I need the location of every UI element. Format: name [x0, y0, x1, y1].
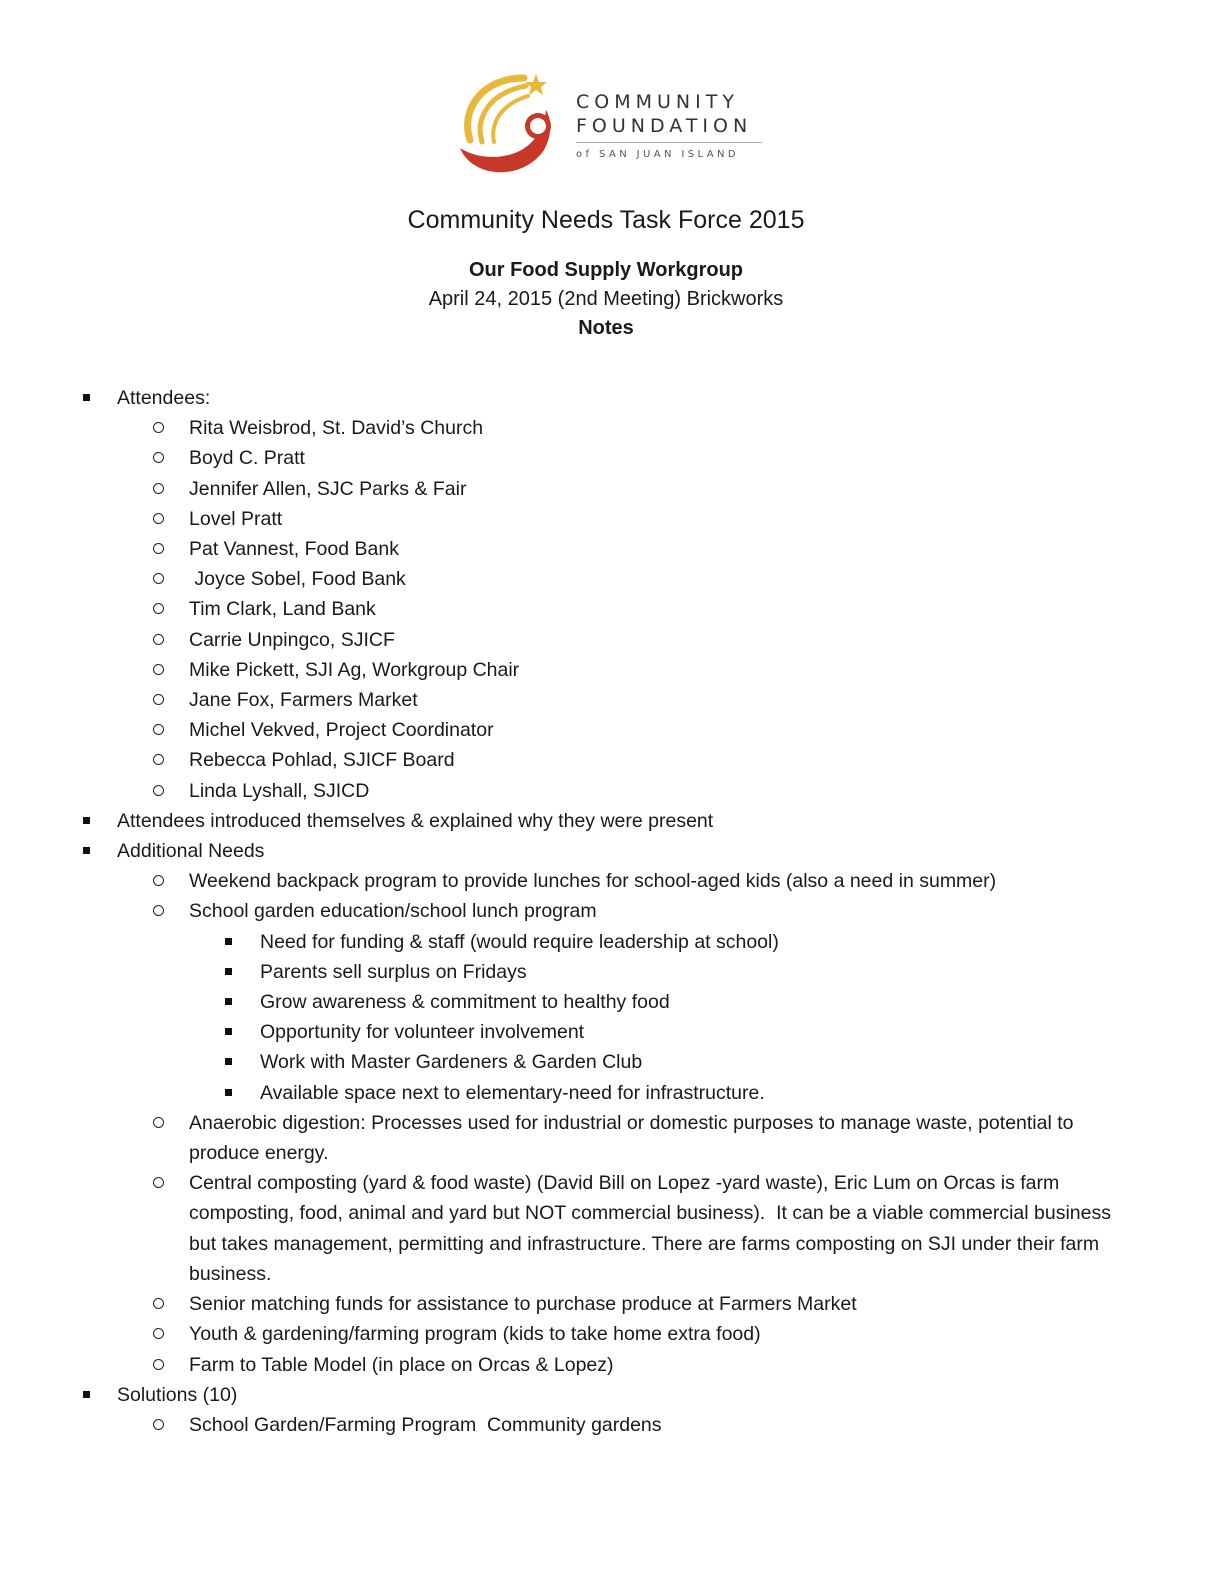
- section-additional-needs: [0, 836, 1224, 866]
- need-subitem: Parents sell surplus on Fridays: [260, 960, 527, 983]
- list-item: [0, 594, 1224, 624]
- circle-bullet-icon: [153, 1350, 164, 1380]
- square-bullet-icon: [225, 927, 232, 957]
- list-subitem: [0, 927, 1224, 957]
- circle-bullet-icon: [153, 685, 164, 715]
- square-bullet-icon: [225, 1078, 232, 1108]
- attendee-name: Tim Clark, Land Bank: [189, 598, 376, 621]
- section-solutions: [0, 1380, 1224, 1410]
- attendee-name: Rebecca Pohlad, SJICF Board: [189, 749, 455, 772]
- circle-bullet-icon: [153, 443, 164, 473]
- square-bullet-icon: [83, 383, 90, 413]
- list-item: [0, 504, 1224, 534]
- list-item: [0, 685, 1224, 715]
- section-label: Solutions (10): [117, 1383, 238, 1406]
- circle-bullet-icon: [153, 1289, 164, 1319]
- circle-bullet-icon: [153, 896, 164, 926]
- attendee-name: Carrie Unpingco, SJICF: [189, 628, 395, 651]
- need-subitem: Work with Master Gardeners & Garden Club: [260, 1051, 643, 1074]
- need-subitem: Opportunity for volunteer involvement: [260, 1021, 585, 1044]
- square-bullet-icon: [83, 1380, 90, 1410]
- list-subitem: [0, 987, 1224, 1017]
- need-subitem: Need for funding & staff (would require leadership at school): [260, 930, 779, 953]
- list-item: [0, 715, 1224, 745]
- section-label: Additional Needs: [117, 840, 265, 863]
- logo-line-foundation: FOUNDATION: [576, 115, 753, 137]
- circle-bullet-icon: [153, 1319, 164, 1349]
- attendee-name: Boyd C. Pratt: [189, 447, 305, 470]
- need-item: Anaerobic digestion: Processes used for industrial or domestic purposes to manage waste, potential to produce energy.: [189, 1111, 1074, 1165]
- circle-bullet-icon: [153, 655, 164, 685]
- attendee-name: Lovel Pratt: [189, 507, 283, 530]
- attendee-name: Jane Fox, Farmers Market: [189, 689, 418, 712]
- list-item: [0, 655, 1224, 685]
- section-attendees: [0, 383, 1224, 413]
- square-bullet-icon: [225, 987, 232, 1017]
- attendee-name: Rita Weisbrod, St. David’s Church: [189, 417, 484, 440]
- circle-bullet-icon: [153, 564, 164, 594]
- attendee-name: Joyce Sobel, Food Bank: [189, 568, 406, 591]
- logo-divider: [576, 142, 762, 143]
- list-item: [0, 776, 1224, 806]
- document-title: Community Needs Task Force 2015: [407, 206, 805, 234]
- circle-bullet-icon: [153, 866, 164, 896]
- attendee-name: Michel Vekved, Project Coordinator: [189, 719, 494, 742]
- square-bullet-icon: [83, 806, 90, 836]
- attendee-name: Pat Vannest, Food Bank: [189, 538, 399, 561]
- need-item: Weekend backpack program to provide lunches for school-aged kids (also a need in summer): [189, 870, 997, 893]
- attendee-name: Mike Pickett, SJI Ag, Workgroup Chair: [189, 658, 520, 681]
- list-item: [0, 745, 1224, 775]
- list-item: [0, 866, 1224, 896]
- need-item: School garden education/school lunch program: [189, 900, 597, 923]
- list-item: [0, 896, 1224, 926]
- square-bullet-icon: [225, 1017, 232, 1047]
- workgroup-heading: Our Food Supply Workgroup: [468, 259, 744, 281]
- circle-bullet-icon: [153, 625, 164, 655]
- list-item: [0, 1319, 1224, 1349]
- list-item: [0, 534, 1224, 564]
- circle-bullet-icon: [153, 1168, 164, 1198]
- list-item: [0, 1108, 1224, 1168]
- list-subitem: [0, 1078, 1224, 1108]
- list-item: [0, 443, 1224, 473]
- logo-line-location: of SAN JUAN ISLAND: [576, 149, 739, 160]
- list-item: [0, 413, 1224, 443]
- need-subitem: Available space next to elementary-need for infrastructure.: [260, 1081, 765, 1104]
- list-item: [0, 1168, 1224, 1289]
- logo-wordmark: [576, 90, 762, 160]
- community-foundation-logo: [452, 70, 772, 182]
- list-subitem: [0, 1017, 1224, 1047]
- list-item: [0, 625, 1224, 655]
- circle-bullet-icon: [153, 1108, 164, 1138]
- circle-bullet-icon: [153, 745, 164, 775]
- attendee-name: Linda Lyshall, SJICD: [189, 779, 370, 802]
- section-label: Attendees:: [117, 387, 211, 409]
- square-bullet-icon: [225, 957, 232, 987]
- logo-emblem-icon: [452, 70, 564, 182]
- circle-bullet-icon: [153, 504, 164, 534]
- circle-bullet-icon: [153, 413, 164, 443]
- section-introductions: [0, 806, 1224, 836]
- list-item: [0, 474, 1224, 504]
- logo-line-community: COMMUNITY: [576, 91, 739, 113]
- circle-bullet-icon: [153, 715, 164, 745]
- list-item: [0, 564, 1224, 594]
- meeting-info: April 24, 2015 (2nd Meeting) Brickworks: [428, 288, 784, 310]
- square-bullet-icon: [83, 836, 90, 866]
- need-item: Youth & gardening/farming program (kids to take home extra food): [189, 1323, 761, 1346]
- circle-bullet-icon: [153, 534, 164, 564]
- list-subitem: [0, 1047, 1224, 1077]
- need-item: Central composting (yard & food waste) (David Bill on Lopez -yard waste), Eric Lum on Orcas is farm composting, food, animal and yard but NOT commercial business). It can be a viable commercial business but takes management, permitting and infrastructure. There are farms composting on SJI under their farm business.: [189, 1172, 1117, 1285]
- square-bullet-icon: [225, 1047, 232, 1077]
- list-item: [0, 1289, 1224, 1319]
- list-subitem: [0, 957, 1224, 987]
- list-item: [0, 1350, 1224, 1380]
- solution-item: School Garden/Farming Program Community gardens: [189, 1413, 662, 1436]
- circle-bullet-icon: [153, 776, 164, 806]
- circle-bullet-icon: [153, 1410, 164, 1440]
- need-item: Farm to Table Model (in place on Orcas & Lopez): [189, 1353, 614, 1376]
- list-item: [0, 1410, 1224, 1440]
- circle-bullet-icon: [153, 594, 164, 624]
- section-label: Attendees introduced themselves & explained why they were present: [117, 809, 714, 832]
- need-item: Senior matching funds for assistance to purchase produce at Farmers Market: [189, 1293, 857, 1316]
- need-subitem: Grow awareness & commitment to healthy food: [260, 991, 670, 1014]
- attendee-name: Jennifer Allen, SJC Parks & Fair: [189, 477, 467, 500]
- doc-type-heading: Notes: [578, 317, 634, 339]
- notes-body: [0, 383, 1224, 1440]
- circle-bullet-icon: [153, 474, 164, 504]
